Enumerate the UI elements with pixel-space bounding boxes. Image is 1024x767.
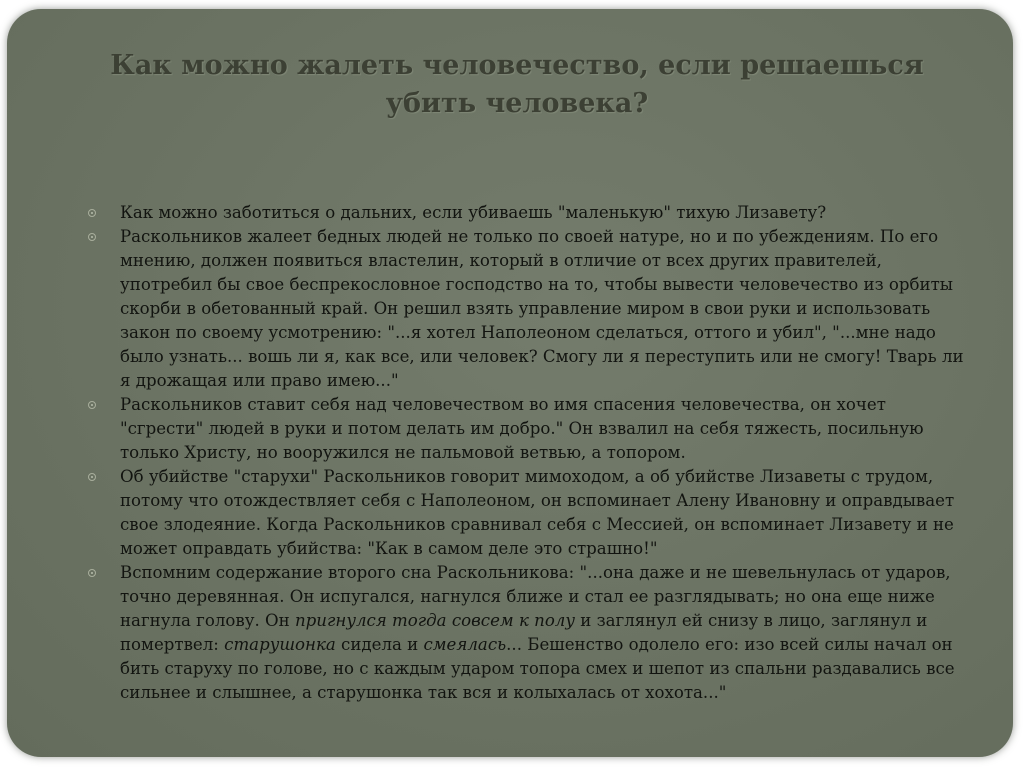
bullet-icon	[88, 569, 96, 577]
bullet-icon	[88, 473, 96, 481]
slide-title: Как можно жалеть человечество, если решаешься убить человека?	[110, 50, 924, 119]
paragraph-text: Как можно заботиться о дальних, если убиваешь "маленькую" тихую Лизавету?	[120, 203, 827, 222]
paragraph-text: Раскольников ставит себя над человечеством во имя спасения человечества, он хочет "сгрести" людей в руки и потом делать им добро." Он взвалил на себя тяжесть, посильную только Христу, но вооружился не пальмовой ветвью, а топором.	[120, 395, 924, 462]
paragraph-text: ... Бешенство одолело его: изо всей силы начал он бить старуху по голове, но с каждым ударом топора смех и шепот из спальни раздавались все сильнее и слышнее, а старушонка так вся и колыхалась от хохота..."	[120, 635, 955, 702]
list-item	[87, 225, 967, 393]
list-item	[87, 393, 967, 465]
paragraph-text: сидела и	[335, 635, 424, 654]
list-item	[87, 465, 967, 561]
bullet-icon	[88, 209, 96, 217]
list-item	[87, 561, 967, 705]
paragraph-text: и заглянул ей снизу в лицо, заглянул и помертвел:	[120, 611, 928, 654]
bullet-icon	[88, 401, 96, 409]
bullet-icon	[88, 233, 96, 241]
bullet-list	[87, 201, 967, 705]
slide	[7, 9, 1013, 757]
paragraph-text: Вспомним содержание второго сна Раскольникова: "...она даже и не шевельнулась от ударов, точно деревянная. Он испугался, нагнулся ближе и стал ее разглядывать; но она еще ниже нагнула голову. Он	[120, 563, 951, 630]
italic-phrase: смеялась	[423, 635, 507, 654]
paragraph-text: Раскольников жалеет бедных людей не только по своей натуре, но и по убеждениям. По его мнению, должен появиться властелин, который в отличие от всех других правителей, употребил бы свое беспрекословное господство на то, чтобы вывести человечество из орбиты скорби в обетованный край. Он решил взять управление миром в свои руки и использовать закон по своему усмотрению: "...я хотел Наполеоном сделаться, оттого и убил", "...мне надо было узнать... вошь ли я, как все, или человек? Смогу ли я переступить или не смогу! Тварь ли я дрожащая или право имею..."	[120, 227, 964, 390]
paragraph-text: Об убийстве "старухи" Раскольников говорит мимоходом, а об убийстве Лизаветы с трудом, потому что отождествляет себя с Наполеоном, он вспоминает Алену Ивановну и оправдывает свое злодеяние. Когда Раскольников сравнивал себя с Мессией, он вспоминает Лизавету и не может оправдать убийства: "Как в самом деле это страшно!"	[120, 467, 955, 558]
italic-phrase: старушонка	[224, 635, 336, 654]
italic-phrase: пригнулся тогда совсем к полу	[295, 611, 575, 630]
list-item	[87, 201, 967, 225]
